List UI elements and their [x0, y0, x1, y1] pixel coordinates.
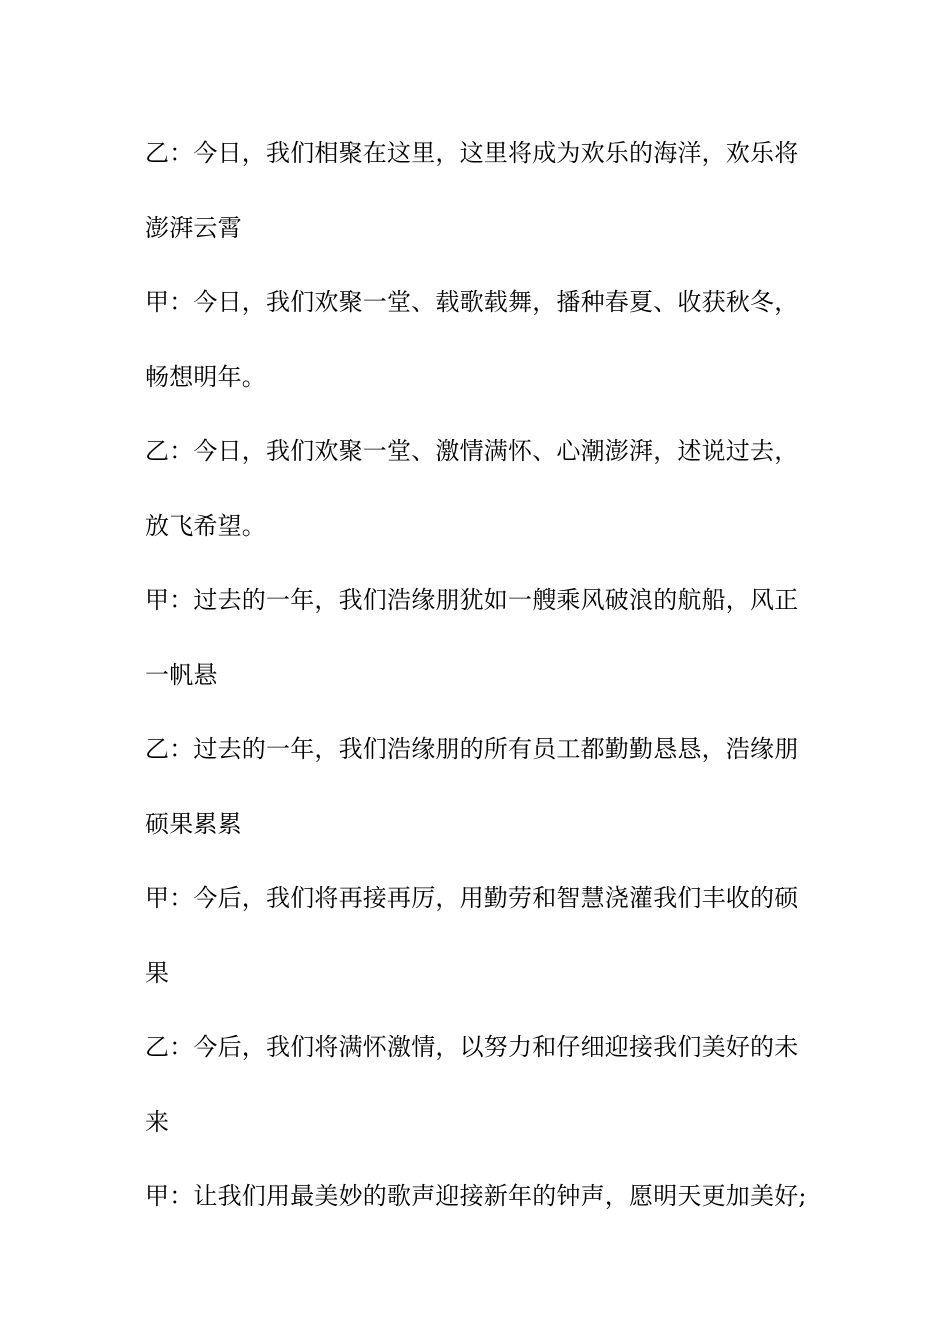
text-line-8: 一帆悬: [145, 660, 218, 689]
text-line-15: 甲：让我们用最美妙的歌声迎接新年的钟声，愿明天更加美好;: [145, 1182, 807, 1210]
text-line-2: 澎湃云霄: [145, 213, 242, 242]
document-body: [145, 128, 810, 1246]
text-line-14: 来: [145, 1107, 170, 1136]
text-line-9: 乙：过去的一年，我们浩缘朋的所有员工都勤勤恳恳，浩缘朋: [145, 735, 799, 763]
text-line-12: 果: [145, 958, 170, 987]
text-line-6: 放飞希望。: [145, 511, 266, 540]
text-line-7: 甲：过去的一年，我们浩缘朋犹如一艘乘风破浪的航船，风正: [145, 586, 799, 614]
text-line-13: 乙：今后，我们将满怀激情，以努力和仔细迎接我们美好的未: [145, 1033, 799, 1061]
text-line-1: 乙：今日，我们相聚在这里，这里将成为欢乐的海洋，欢乐将: [145, 139, 799, 167]
text-line-5: 乙：今日，我们欢聚一堂、激情满怀、心潮澎湃，述说过去，: [145, 437, 799, 465]
text-line-3: 甲：今日，我们欢聚一堂、载歌载舞，播种春夏、收获秋冬，: [145, 288, 799, 316]
text-line-10: 硕果累累: [145, 809, 242, 838]
text-line-11: 甲：今后，我们将再接再厉，用勤劳和智慧浇灌我们丰收的硕: [145, 884, 799, 912]
text-line-4: 畅想明年。: [145, 362, 266, 391]
